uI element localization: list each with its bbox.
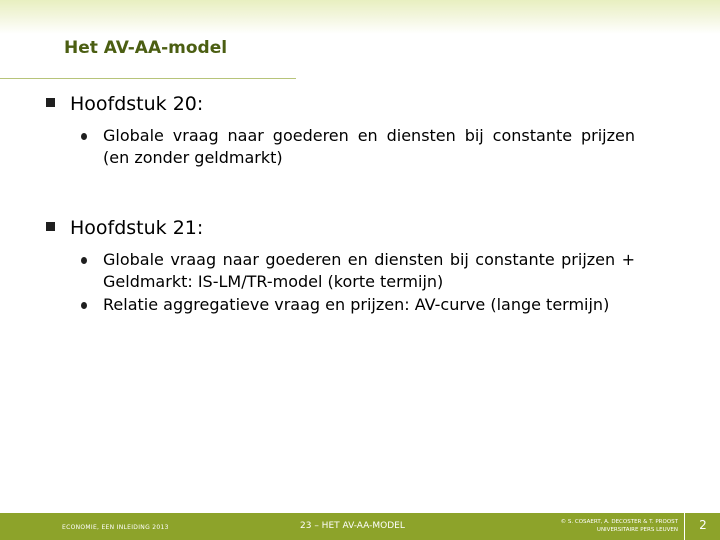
slide-title: Het AV-AA-model — [64, 38, 228, 58]
square-bullet-icon — [46, 98, 55, 107]
bullet-list — [46, 249, 666, 316]
section-heading — [46, 92, 666, 116]
section-hoofdstuk-21 — [46, 216, 666, 316]
round-bullet-icon — [81, 133, 87, 140]
header-band — [0, 0, 720, 34]
section-heading-text: Hoofdstuk 21: — [70, 217, 204, 239]
footer-course-title: ECONOMIE, EEN INLEIDING 2013 — [62, 524, 169, 531]
list-item-text: Relatie aggregatieve vraag en prijzen: AV-curve (lange termijn) — [103, 295, 610, 314]
section-heading — [46, 216, 666, 240]
bullet-list — [46, 125, 666, 169]
section-hoofdstuk-20 — [46, 92, 666, 169]
title-divider — [0, 78, 296, 79]
list-item-text: Globale vraag naar goederen en diensten bij constante prijzen + Geldmarkt: IS-LM/TR-model (korte termijn) — [103, 250, 635, 291]
footer-chapter-title: 23 – HET AV-AA-MODEL — [300, 521, 405, 531]
round-bullet-icon — [81, 302, 87, 309]
list-item-text: Globale vraag naar goederen en diensten bij constante prijzen (en zonder geldmarkt) — [103, 126, 635, 167]
square-bullet-icon — [46, 222, 55, 231]
list-item — [46, 249, 635, 293]
footer-copyright — [520, 518, 678, 534]
page-number: 2 — [699, 518, 707, 532]
section-heading-text: Hoofdstuk 20: — [70, 93, 204, 115]
footer-divider — [684, 513, 685, 540]
footer-bar — [0, 513, 720, 540]
footer-publisher: UNIVERSITAIRE PERS LEUVEN — [596, 527, 678, 533]
list-item — [46, 294, 635, 316]
list-item — [46, 125, 635, 169]
round-bullet-icon — [81, 257, 87, 264]
footer-authors: © S. COSAERT, A. DECOSTER & T. PROOST — [560, 519, 678, 525]
